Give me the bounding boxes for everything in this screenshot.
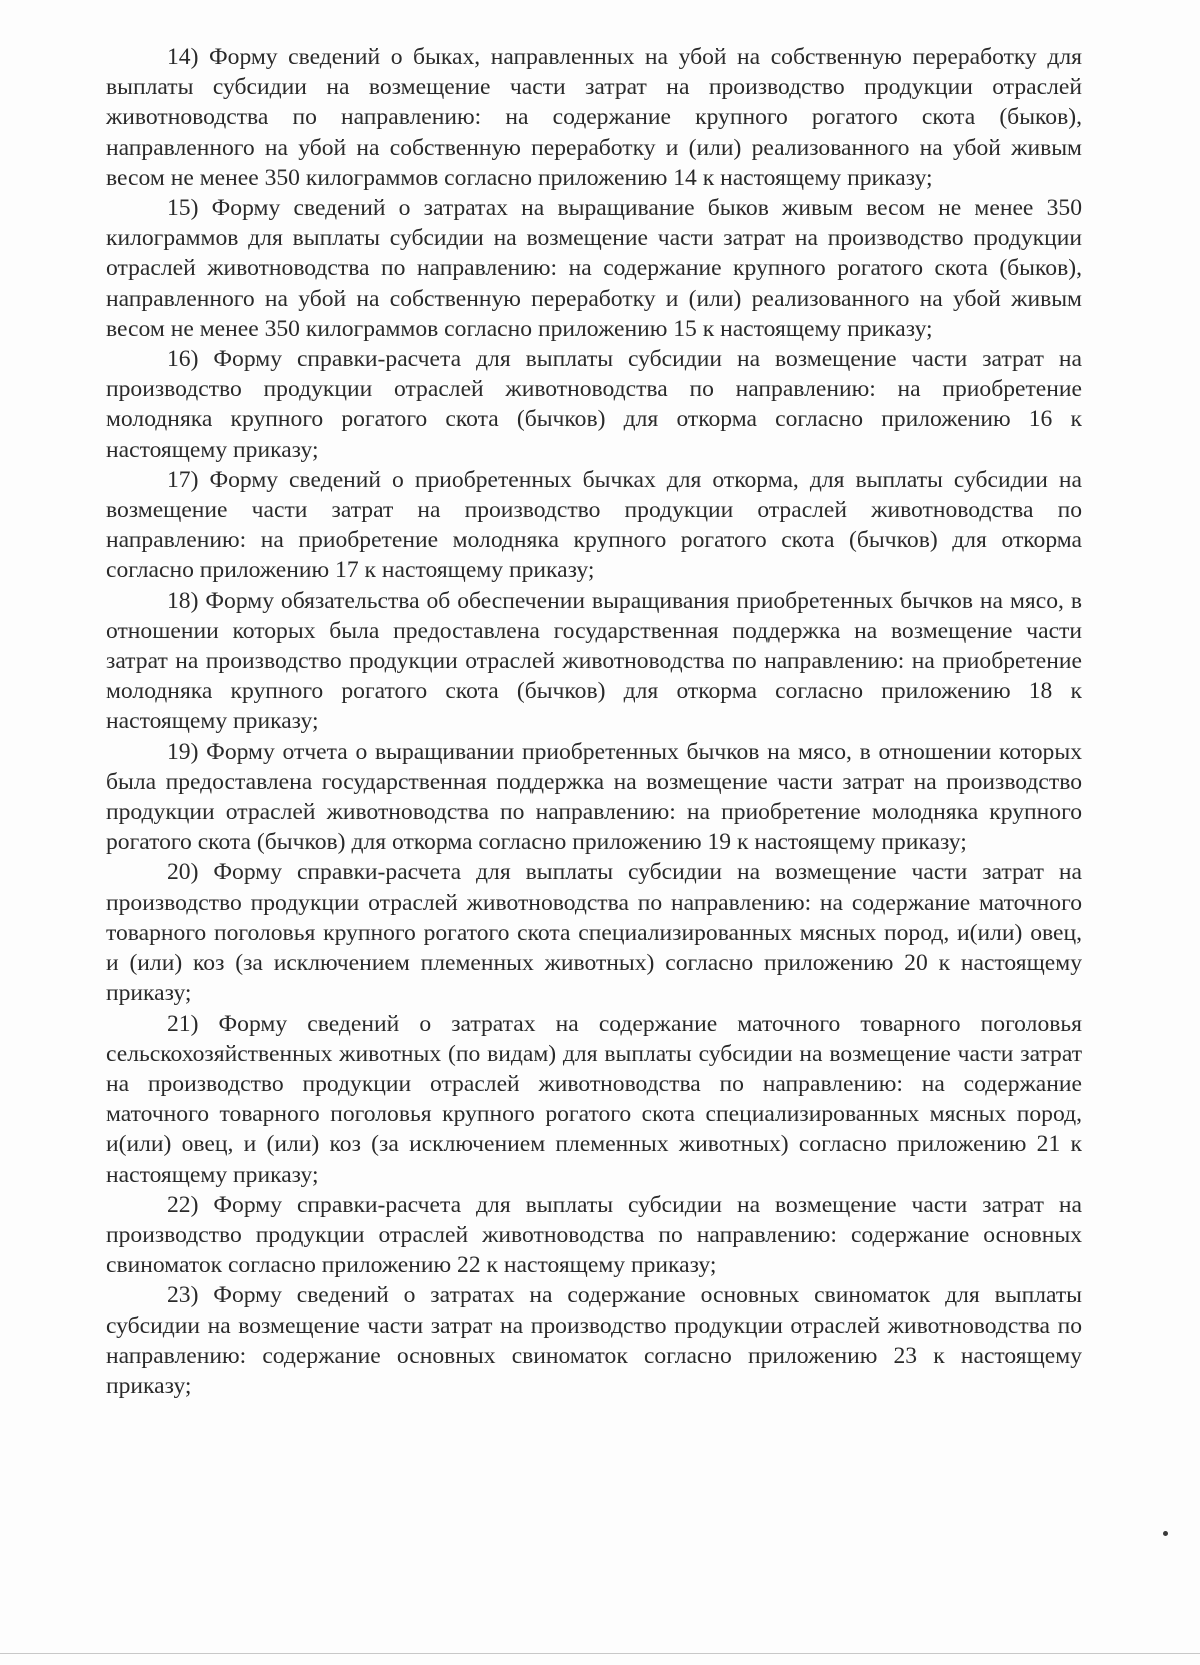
paragraph-item-19: 19) Форму отчета о выращивании приобретенных бычков на мясо, в отношении которых была предоставлена государственная поддержка на возмещение части затрат на производство продукции отраслей животноводства по направлению: на приобретение молодняка крупного рогатого скота (бычков) для откорма согласно приложению 19 к настоящему приказу; <box>106 738 1082 856</box>
paragraph-item-20: 20) Форму справки-расчета для выплаты субсидии на возмещение части затрат на производство продукции отраслей животноводства по направлению: на содержание маточного товарного поголовья крупного рогатого скота специализированных мясных пород, и(или) овец, и (или) коз (за исключением племенных животных) согласно приложению 20 к настоящему приказу; <box>106 859 1082 1007</box>
scan-speck <box>1163 1531 1168 1536</box>
document-body <box>106 42 1082 1401</box>
paragraph-item-14: 14) Форму сведений о быках, направленных на убой на собственную переработку для выплаты субсидии на возмещение части затрат на производство продукции отраслей животноводства по направлению: на содержание крупного рогатого скота (быков), направленного на убой на собственную переработку и (или) реализованного на убой живым весом не менее 350 килограммов согласно приложению 14 к настоящему приказу; <box>106 44 1082 191</box>
paragraph-item-15: 15) Форму сведений о затратах на выращивание быков живым весом не менее 350 килограммов для выплаты субсидии на возмещение части затрат на производство продукции отраслей животноводства по направлению: на содержание крупного рогатого скота (быков), направленного на убой на собственную переработку и (или) реализованного на убой живым весом не менее 350 килограммов согласно приложению 15 к настоящему приказу; <box>106 195 1082 342</box>
paragraph-item-17: 17) Форму сведений о приобретенных бычках для откорма, для выплаты субсидии на возмещение части затрат на производство продукции отраслей животноводства по направлению: на приобретение молодняка крупного рогатого скота (бычков) для откорма согласно приложению 17 к настоящему приказу; <box>106 466 1082 584</box>
paragraph-item-18: 18) Форму обязательства об обеспечении выращивания приобретенных бычков на мясо, в отношении которых была предоставлена государственная поддержка на возмещение части затрат на производство продукции отраслей животноводства по направлению: на приобретение молодняка крупного рогатого скота (бычков) для откорма согласно приложению 18 к настоящему приказу; <box>106 587 1082 735</box>
paragraph-item-22: 22) Форму справки-расчета для выплаты субсидии на возмещение части затрат на производство продукции отраслей животноводства по направлению: содержание основных свиноматок согласно приложению 22 к настоящему приказу; <box>106 1191 1082 1279</box>
paragraph-item-23: 23) Форму сведений о затратах на содержание основных свиноматок для выплаты субсидии на возмещение части затрат на производство продукции отраслей животноводства по направлению: содержание основных свиноматок согласно приложению 23 к настоящему приказу; <box>106 1282 1082 1399</box>
paragraph-item-16: 16) Форму справки-расчета для выплаты субсидии на возмещение части затрат на производство продукции отраслей животноводства по направлению: на приобретение молодняка крупного рогатого скота (бычков) для откорма согласно приложению 16 к настоящему приказу; <box>106 346 1082 463</box>
paragraph-item-21: 21) Форму сведений о затратах на содержание маточного товарного поголовья сельскохозяйственных животных (по видам) для выплаты субсидии на возмещение части затрат на производство продукции отраслей животноводства по направлению: на содержание маточного товарного поголовья крупного рогатого скота специализированных мясных пород, и(или) овец, и (или) коз (за исключением племенных животных) согласно приложению 21 к настоящему приказу; <box>106 1010 1082 1188</box>
page-bottom-edge <box>0 1653 1200 1654</box>
